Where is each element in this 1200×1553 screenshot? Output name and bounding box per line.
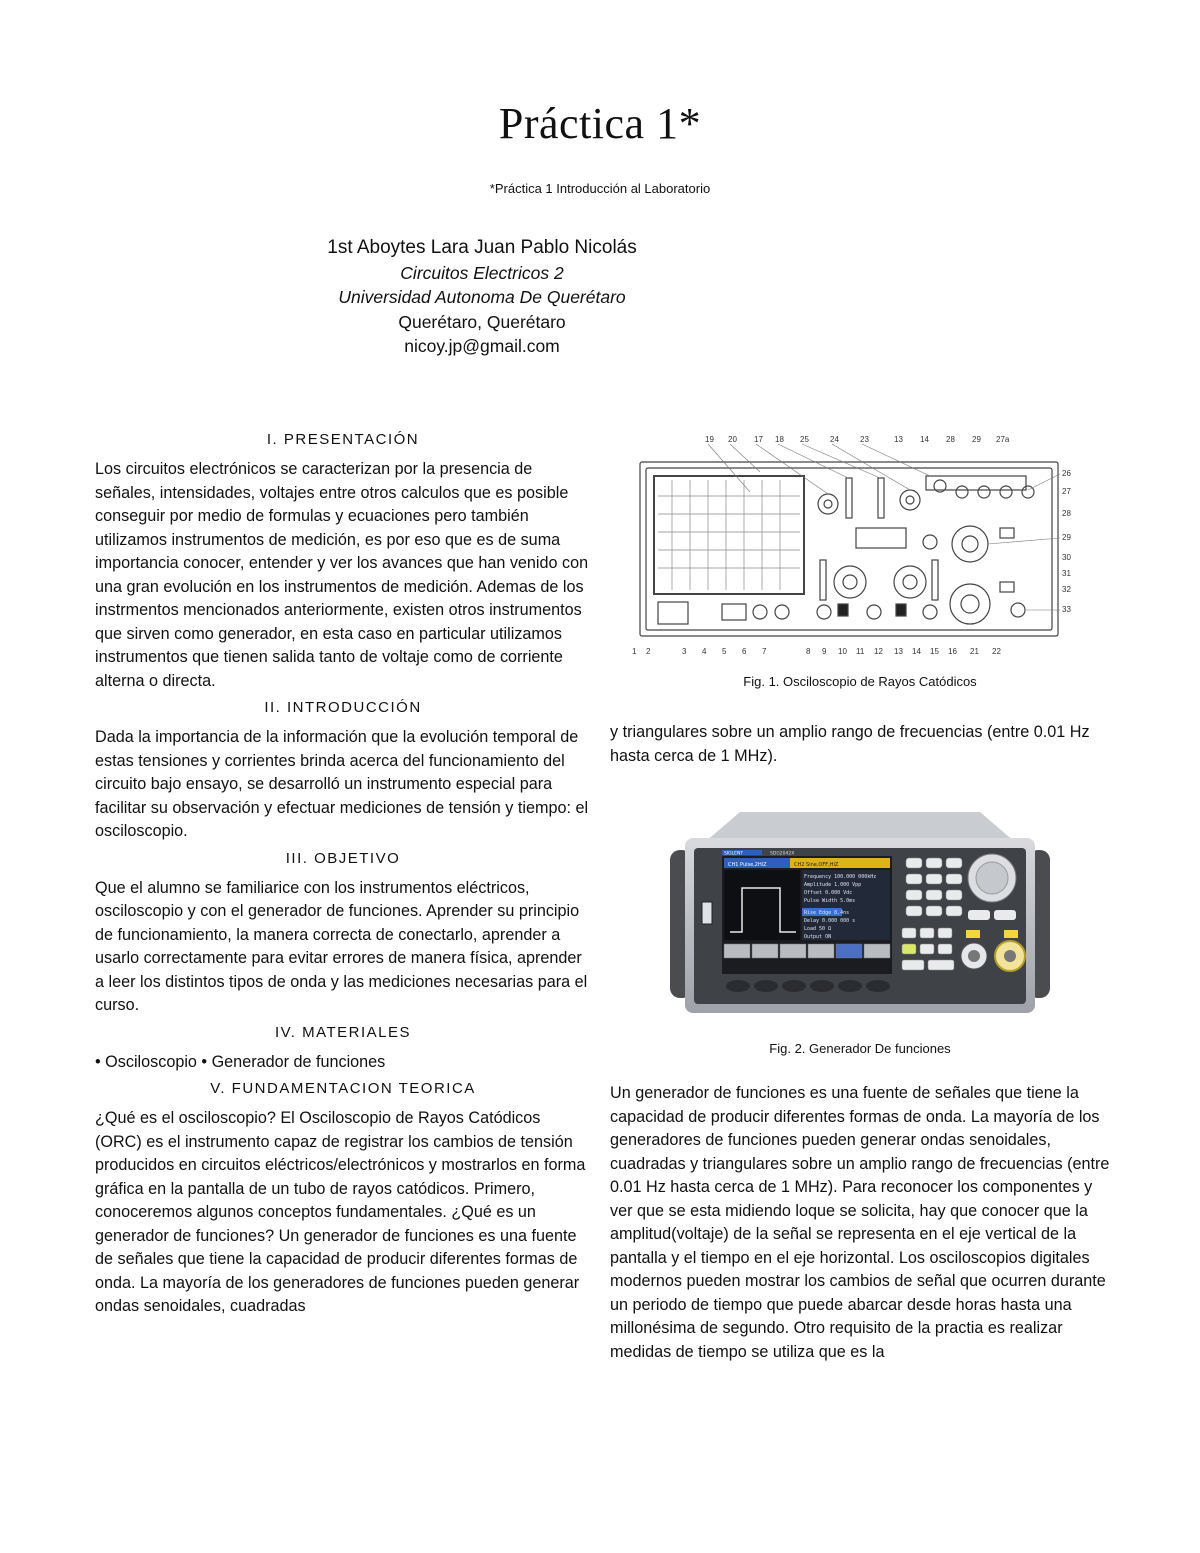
svg-text:19: 19 <box>705 435 714 444</box>
figure-1-caption: Fig. 1. Osciloscopio de Rayos Catódicos <box>743 674 977 689</box>
svg-text:33: 33 <box>1062 605 1071 614</box>
svg-text:26: 26 <box>1062 469 1071 478</box>
svg-text:12: 12 <box>874 647 883 656</box>
svg-text:27: 27 <box>1062 487 1071 496</box>
left-column <box>95 425 591 1325</box>
svg-text:29: 29 <box>972 435 981 444</box>
svg-text:24: 24 <box>830 435 839 444</box>
svg-text:SIGLENT: SIGLENT <box>724 851 744 857</box>
svg-text:14: 14 <box>920 435 929 444</box>
svg-text:9: 9 <box>822 647 827 656</box>
svg-text:Amplitude 1.000 Vpp: Amplitude 1.000 Vpp <box>804 882 862 888</box>
function-generator-figure <box>610 792 1110 1037</box>
param-frequency: Frequency 100.000 000kHz <box>804 874 877 880</box>
svg-text:SDG2042X: SDG2042X <box>770 851 795 857</box>
svg-text:29: 29 <box>1062 533 1071 542</box>
svg-text:6: 6 <box>742 647 747 656</box>
section-heading: I. PRESENTACIÓN <box>266 431 420 448</box>
section-heading: IV. MATERIALES <box>274 1023 412 1041</box>
svg-text:23: 23 <box>860 435 869 444</box>
svg-text:Pulse Width 5.0ms: Pulse Width 5.0ms <box>804 898 856 904</box>
svg-text:7: 7 <box>762 647 767 656</box>
svg-text:13: 13 <box>894 435 903 444</box>
svg-text:10: 10 <box>838 647 847 656</box>
svg-text:15: 15 <box>930 647 939 656</box>
svg-text:14: 14 <box>912 647 921 656</box>
svg-text:18: 18 <box>775 435 784 444</box>
svg-text:17: 17 <box>754 435 763 444</box>
svg-text:11: 11 <box>856 647 865 656</box>
svg-text:21: 21 <box>970 647 979 656</box>
right-column <box>610 432 1110 1370</box>
section-heading: II. INTRODUCCIÓN <box>264 699 422 716</box>
continued-text: y triangulares sobre un amplio rango de frecuencias (entre 0.01 Hz hasta cerca de 1 MHz). <box>610 723 1090 765</box>
svg-text:4: 4 <box>702 647 707 656</box>
svg-text:28: 28 <box>946 435 955 444</box>
svg-text:16: 16 <box>948 647 957 656</box>
svg-text:32: 32 <box>1062 585 1071 594</box>
svg-text:25: 25 <box>800 435 809 444</box>
svg-text:2: 2 <box>646 647 651 656</box>
svg-text:30: 30 <box>1062 553 1071 562</box>
section-text: Que el alumno se familiarice con los instrumentos eléctricos, osciloscopio y con el generador de funciones. Aprender su principio de funcionamiento, la manera correcta de conectarlo, aprender a usarlo correctamente para evitar errores de manera física, aprender a leer los distintos tipos de onda y las mediciones necesarias para el curso. <box>95 878 588 1014</box>
svg-text:22: 22 <box>992 647 1001 656</box>
svg-text:Offset 0.000 Vdc: Offset 0.000 Vdc <box>804 890 853 896</box>
svg-text:Rise Edge 8.4ns: Rise Edge 8.4ns <box>804 910 850 916</box>
section-text: Dada la importancia de la información que la evolución temporal de estas tensiones y corrientes brinda acerca del funcionamiento del circuito bajo ensayo, se desarrolló un instrumento especial para facilitar su observación y efectuar mediciones de tensión y tiempo: el osciloscopio. <box>95 728 589 840</box>
svg-text:1: 1 <box>632 647 637 656</box>
svg-text:CH1 Pulse,2HiZ: CH1 Pulse,2HiZ <box>728 862 767 868</box>
svg-text:CH2 Sine,OFF,HiZ: CH2 Sine,OFF,HiZ <box>794 862 839 868</box>
svg-text:27a: 27a <box>996 435 1010 444</box>
section-heading: V. FUNDAMENTACION TEORICA <box>210 1080 476 1097</box>
svg-text:Delay 0.000 000 s: Delay 0.000 000 s <box>804 918 856 924</box>
author-email: nicoy.jp@gmail.com <box>404 336 560 356</box>
svg-text:31: 31 <box>1062 569 1071 578</box>
section-heading: III. OBJETIVO <box>285 849 401 867</box>
svg-text:28: 28 <box>1062 509 1071 518</box>
oscilloscope-figure <box>610 432 1110 662</box>
svg-text:20: 20 <box>728 435 737 444</box>
svg-text:13: 13 <box>894 647 903 656</box>
section-text: ¿Qué es el osciloscopio? El Osciloscopio de Rayos Catódicos (ORC) es el instrumento capaz de registrar los cambios de tensión producidos en circuitos eléctricos/electrónicos y mostrarlos en forma gráfica en la pantalla de un tubo de rayos catódicos. Primero, conoceremos algunos conceptos fundamentales. ¿Qué es un generador de funciones? Un generador de funciones es una fuente de señales que tiene la capacidad de producir diferentes formas de onda. La mayoría de los generadores de funciones pueden generar ondas senoidales, cuadradas <box>95 1109 586 1315</box>
paper-title: Práctica 1* <box>498 99 702 148</box>
right-body-text: Un generador de funciones es una fuente de señales que tiene la capacidad de producir diferentes formas de onda. La mayoría de los generadores de funciones pueden generar ondas senoidales, cuadradas y triangulares sobre un amplio rango de frecuencias (entre 0.01 Hz hasta cerca de 1 MHz). Para reconocer los componentes y ver que se esta midiendo loque se solicita, hay que conocer que la amplitud(voltaje) de la señal se representa en el eje vertical de la pantalla y el tiempo en el eje horizontal. Los osciloscopios digitales modernos pueden mostrar los cambios de señal que ocurren durante un periodo de tiempo que puede abarcar desde horas hasta una millonésima de segundo. Otro requisito de la practia es realizar medidas de tiempo se utiliza que es la <box>610 1084 1110 1361</box>
author-university: Universidad Autonoma De Querétaro <box>338 287 626 307</box>
svg-text:Output ON: Output ON <box>804 934 832 940</box>
svg-text:8: 8 <box>806 647 811 656</box>
svg-text:3: 3 <box>682 647 687 656</box>
author-name: 1st Aboytes Lara Juan Pablo Nicolás <box>327 237 637 258</box>
svg-text:5: 5 <box>722 647 727 656</box>
figure-2-caption: Fig. 2. Generador De funciones <box>769 1041 951 1056</box>
title-footnote: *Práctica 1 Introducción al Laboratorio <box>489 181 711 196</box>
author-course: Circuitos Electricos 2 <box>400 262 564 283</box>
section-text: • Osciloscopio • Generador de funciones <box>95 1052 386 1071</box>
author-block <box>0 236 964 359</box>
section-text: Los circuitos electrónicos se caracterizan por la presencia de señales, intensidades, voltajes entre otros calculos que es posible conseguir por medio de formulas y ecuaciones pero también utilizamos instrumentos de medición, es por eso que es de suma importancia conocer, entender y ver los avances que han venido con una gran evolución en los instrumentos de medición. Ademas de los instrmentos mencionados anteriormente, existen otros instrumentos que sirven como generador, en esta caso en particular utilizamos instrumentos que tienen salida tanto de voltaje como de corriente alterna o directa. <box>95 460 589 690</box>
svg-text:Load 50 Ω: Load 50 Ω <box>804 926 832 932</box>
author-city: Querétaro, Querétaro <box>398 311 566 332</box>
